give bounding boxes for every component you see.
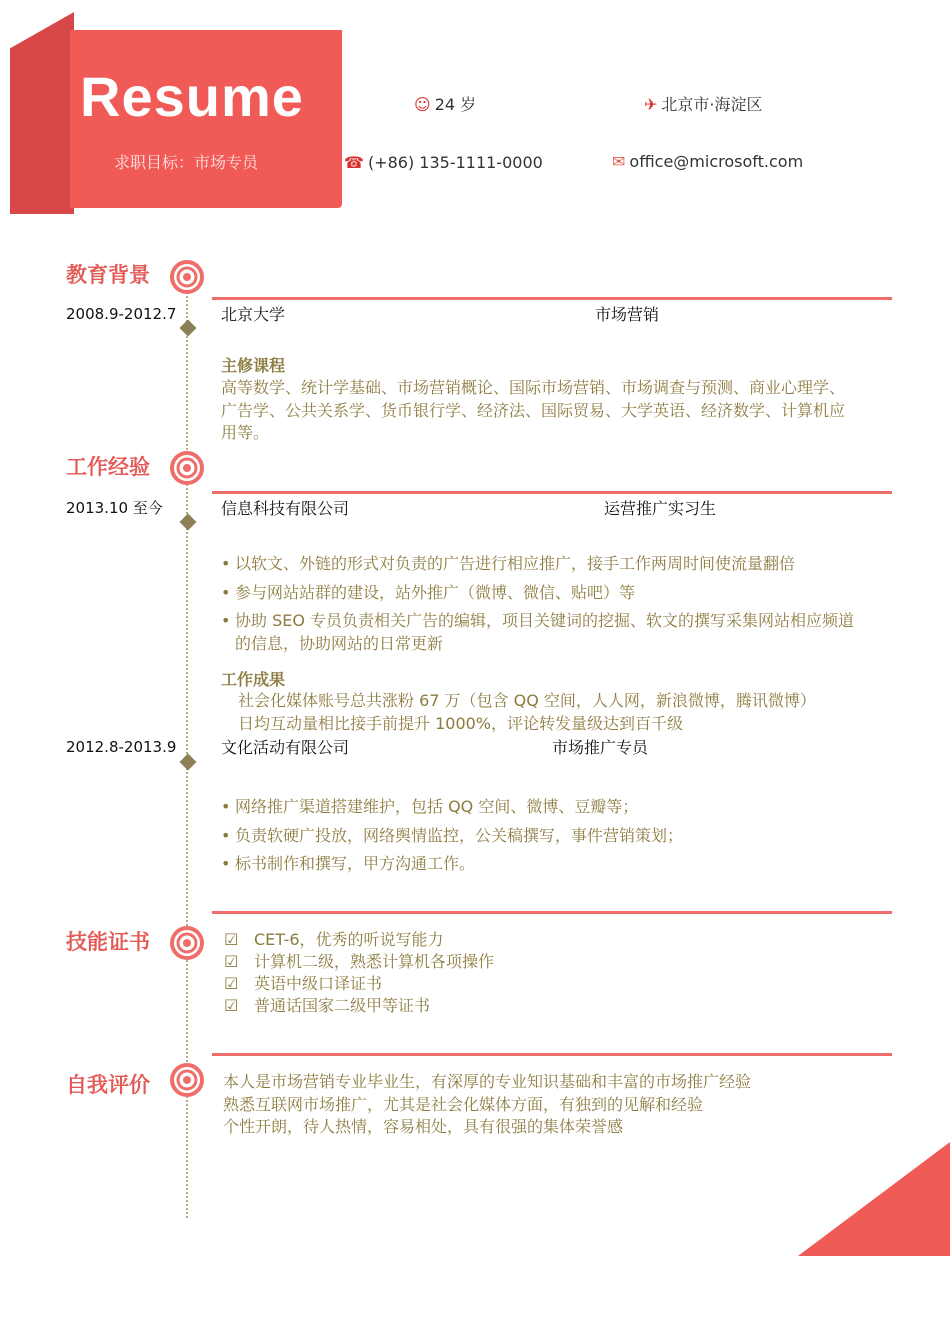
school-name: 北京大学 [221, 305, 286, 324]
checkbox-icon: ☑ [224, 996, 239, 1015]
section-divider [212, 491, 892, 494]
courses-line: 广告学、公共关系学、货币银行学、经济法、国际贸易、大学英语、经济数学、计算机应 [221, 400, 846, 420]
list-item: ☑ CET-6，优秀的听说写能力 [224, 930, 444, 949]
ribbon-fold [10, 12, 74, 214]
list-item: ☑ 计算机二级，熟悉计算机各项操作 [224, 952, 495, 971]
job1-bullets [221, 553, 901, 655]
job2-bullets [221, 796, 901, 876]
target-icon [170, 451, 204, 485]
list-item: • 以软文、外链的形式对负责的广告进行相应推广，接手工作两周时间使流量翻倍 [221, 554, 796, 573]
timeline-diamond [180, 320, 197, 337]
job1-company: 信息科技有限公司 [221, 499, 350, 518]
checkbox-icon: ☑ [224, 930, 239, 949]
timeline-diamond [180, 754, 197, 771]
job-target: 求职目标：市场专员 [114, 153, 259, 172]
self-line: 本人是市场营销专业毕业生，有深厚的专业知识基础和丰富的市场推广经验 [223, 1072, 752, 1091]
checkbox-icon: ☑ [224, 952, 239, 971]
skills-list [224, 929, 884, 1017]
location-text: 北京市·海淀区 [661, 95, 763, 114]
list-item: ☑ 普通话国家二级甲等证书 [224, 996, 431, 1015]
target-icon [170, 260, 204, 294]
courses-label: 主修课程 [221, 356, 286, 375]
target-icon [170, 926, 204, 960]
list-item: • 负责软硬广投放，网络舆情监控，公关稿撰写，事件营销策划； [221, 825, 684, 845]
envelope-icon: ✉ [612, 152, 626, 171]
list-item-continued: 的信息，协助网站的日常更新 [235, 633, 444, 653]
section-divider [212, 297, 892, 300]
list-item: • 标书制作和撰写，甲方沟通工作。 [221, 854, 476, 873]
result-line: 日均互动量相比接手前提升 1000%，评论转发量级达到百千级 [238, 713, 684, 733]
checkbox-icon: ☑ [224, 974, 239, 993]
target-icon [170, 1063, 204, 1097]
work-heading: 工作经验 [66, 455, 150, 479]
self-line: 个性开朗，待人热情，容易相处，具有很强的集体荣誉感 [223, 1117, 624, 1136]
job1-date: 2013.10 至今 [66, 499, 163, 517]
self-line: 熟悉互联网市场推广，尤其是社会化媒体方面，有独到的见解和经验 [223, 1094, 704, 1114]
job2-company: 文化活动有限公司 [221, 738, 350, 757]
corner-triangle [798, 1142, 950, 1256]
courses-line: 高等数学、统计学基础、市场营销概论、国际市场营销、市场调查与预测、商业心理学、 [221, 378, 846, 397]
phone-info [344, 152, 543, 174]
age-info [414, 94, 476, 116]
courses-text [221, 377, 901, 445]
self-heading: 自我评价 [66, 1073, 150, 1097]
phone-icon: ☎ [344, 153, 364, 172]
resume-title: Resume [80, 65, 304, 128]
plane-icon: ✈ [644, 95, 658, 114]
age-text: 24 岁 [434, 95, 477, 114]
list-item: • 网络推广渠道搭建维护，包括 QQ 空间、微博、豆瓣等； [221, 797, 639, 816]
job2-position: 市场推广专员 [552, 738, 649, 757]
major-name: 市场营销 [595, 305, 660, 324]
education-date: 2008.9-2012.7 [66, 305, 177, 323]
smiley-icon: ☺ [414, 95, 431, 114]
list-item: • 协助 SEO 专员负责相关广告的编辑，项目关键词的挖掘、软文的撰写采集网站相应频道 [221, 611, 855, 630]
result-line: 社会化媒体账号总共涨粉 67 万（包含 QQ 空间，人人网，新浪微博，腾讯微博） [238, 691, 816, 710]
list-item: • 参与网站站群的建设，站外推广（微博、微信、贴吧）等 [221, 582, 636, 602]
results-text [238, 690, 898, 735]
section-divider [212, 911, 892, 914]
timeline-diamond [180, 514, 197, 531]
skills-heading: 技能证书 [66, 930, 150, 954]
email-text[interactable]: office@microsoft.com [629, 152, 804, 171]
job1-position: 运营推广实习生 [604, 499, 717, 518]
phone-text: (+86) 135-1111-0000 [367, 153, 543, 172]
job2-date: 2012.8-2013.9 [66, 738, 177, 756]
location-info [644, 94, 763, 116]
self-text [223, 1071, 883, 1139]
courses-line: 用等。 [221, 423, 270, 442]
education-heading: 教育背景 [66, 263, 150, 287]
results-label: 工作成果 [221, 670, 286, 689]
email-info[interactable] [612, 151, 803, 173]
section-divider [212, 1053, 892, 1056]
list-item: ☑ 英语中级口译证书 [224, 974, 383, 993]
